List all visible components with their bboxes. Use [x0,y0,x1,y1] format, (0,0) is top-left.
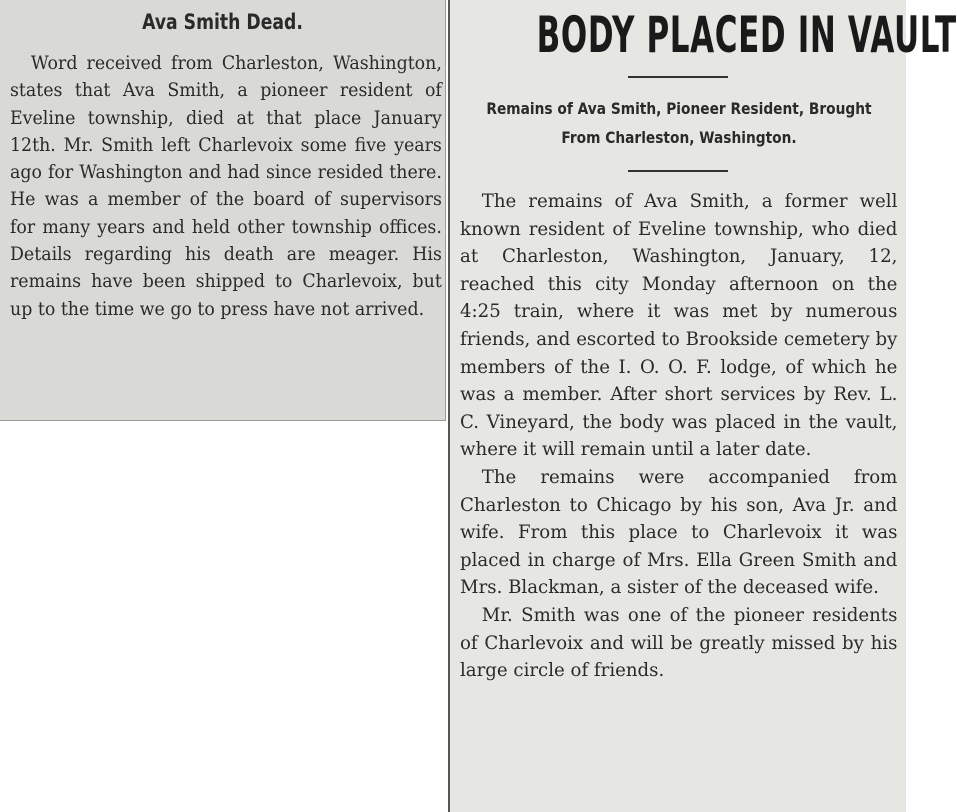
right-paragraph-2: The remains were accompanied from Charleston to Chicago by his son, Ava Jr. and wife. From this place to Charlevoix it was placed in charge of Mrs. Ella Green Smith and Mrs. Blackman, a sister of the deceased wife. [460,465,898,599]
right-clipping [448,0,957,812]
deck-rule [628,170,728,172]
right-paragraph-1: The remains of Ava Smith, a former well known resident of Eveline township, who died at Charleston, Washington, January, 12, reached this city Monday afternoon on the 4:25 train, where it was met by numerous friends, and escorted to Brookside cemetery by members of the I. O. O. F. lodge, of which he was a member. After short services by Rev. L. C. Vineyard, the body was placed in the vault, where it will remain until a later date. [460,190,898,461]
right-paragraph-3: Mr. Smith was one of the pioneer residents of Charlevoix and will be greatly missed by his large circle of friends. [460,603,898,682]
left-clipping [0,0,446,421]
headline-rule [628,76,728,78]
right-article-body [460,188,897,685]
deck-line-2: From Charleston, Washington. [561,128,797,147]
right-headline: BODY PLACED IN VAULT [536,6,957,64]
deck-line-1: Remains of Ava Smith, Pioneer Resident, Brought [486,99,872,118]
left-headline: Ava Smith Dead. [142,10,303,34]
left-article-body [10,50,442,323]
right-deck [486,94,873,152]
left-paragraph: Word received from Charleston, Washington, states that Ava Smith, a pioneer resident of Eveline township, died at that place January 12th. Mr. Smith left Charlevoix some five years ago for Washington and had since resided there. He was a member of the board of supervisors for many years and held other township offices. Details regarding his death are meager. His remains have been shipped to Charlevoix, but up to the time we go to press have not arrived. [10,53,442,320]
